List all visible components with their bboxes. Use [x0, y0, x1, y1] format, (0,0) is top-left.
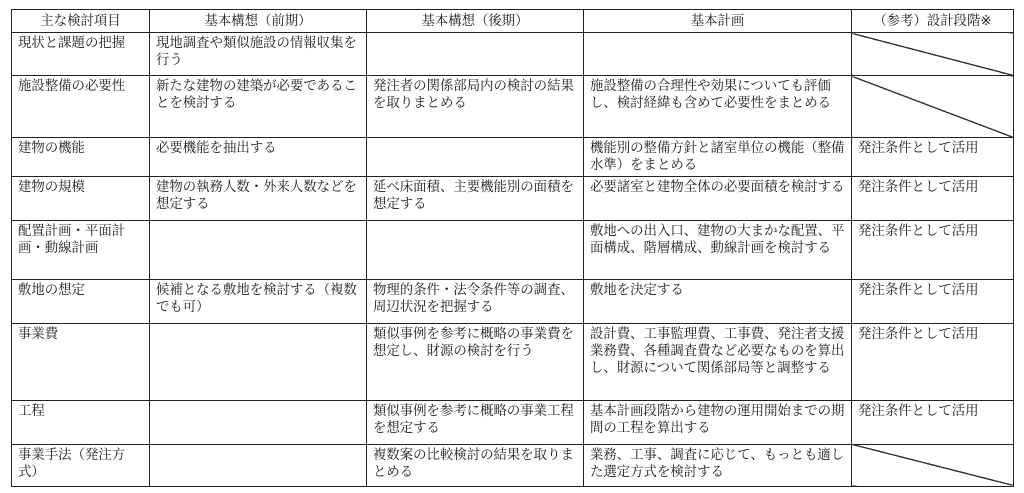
header-design-stage: （参考）設計段階※: [852, 10, 1014, 33]
cell-design: 発注条件として活用: [852, 220, 1014, 280]
cell-early: 現地調査や類似施設の情報収集を行う: [150, 33, 367, 76]
cell-design: 発注条件として活用: [852, 177, 1014, 220]
cell-item: 建物の規模: [12, 177, 150, 220]
cell-late: [367, 137, 584, 176]
cell-design: 発注条件として活用: [852, 323, 1014, 401]
cell-plan: 機能別の整備方針と諸室単位の機能（整備水準）をまとめる: [584, 137, 852, 176]
cell-early: [150, 401, 367, 444]
table-row: [12, 323, 1014, 401]
cell-item: 工程: [12, 401, 150, 444]
cell-early: [150, 220, 367, 280]
planning-stage-table: [11, 9, 1014, 487]
cell-item: 事業手法（発注方式）: [12, 444, 150, 486]
cell-plan: 敷地を決定する: [584, 280, 852, 323]
cell-late: [367, 33, 584, 76]
cell-design: 発注条件として活用: [852, 401, 1014, 444]
cell-plan: 業務、工事、調査に応じて、もっとも適した選定方式を検討する: [584, 444, 852, 486]
header-concept-early: 基本構想（前期）: [150, 10, 367, 33]
cell-item: 敷地の想定: [12, 280, 150, 323]
cell-late: 物理的条件・法令条件等の調査、周辺状況を把握する: [367, 280, 584, 323]
header-basic-plan: 基本計画: [584, 10, 852, 33]
cell-design: 発注条件として活用: [852, 137, 1014, 176]
table-row: [12, 401, 1014, 444]
cell-item: 建物の機能: [12, 137, 150, 176]
cell-plan: 設計費、工事監理費、工事費、発注者支援業務費、各種調査費など必要なものを算出し、財源について関係部局等と調整する: [584, 323, 852, 401]
cell-design: 発注条件として活用: [852, 280, 1014, 323]
cell-item: 施設整備の必要性: [12, 76, 150, 138]
table-row: [12, 444, 1014, 486]
table-row: [12, 33, 1014, 76]
header-row: [12, 10, 1014, 33]
cell-early: 必要機能を抽出する: [150, 137, 367, 176]
table-row: [12, 76, 1014, 138]
table-row: [12, 137, 1014, 176]
header-concept-late: 基本構想（後期）: [367, 10, 584, 33]
cell-item: 現状と課題の把握: [12, 33, 150, 76]
cell-plan: 基本計画段階から建物の運用開始までの期間の工程を算出する: [584, 401, 852, 444]
cell-design-not-applicable: [852, 33, 1014, 76]
cell-late: [367, 220, 584, 280]
table-row: [12, 280, 1014, 323]
cell-plan: 敷地への出入口、建物の大まかな配置、平面構成、階層構成、動線計画を検討する: [584, 220, 852, 280]
cell-item: 配置計画・平面計画・動線計画: [12, 220, 150, 280]
cell-plan: 必要諸室と建物全体の必要面積を検討する: [584, 177, 852, 220]
cell-plan: 施設整備の合理性や効果についても評価し、検討経緯も含めて必要性をまとめる: [584, 76, 852, 138]
cell-plan: [584, 33, 852, 76]
cell-early: 候補となる敷地を検討する（複数でも可）: [150, 280, 367, 323]
cell-late: 類似事例を参考に概略の事業工程を想定する: [367, 401, 584, 444]
cell-early: 建物の執務人数・外来人数などを想定する: [150, 177, 367, 220]
table-row: [12, 177, 1014, 220]
cell-design-not-applicable: [852, 444, 1014, 486]
table-row: [12, 220, 1014, 280]
cell-late: 発注者の関係部局内の検討の結果を取りまとめる: [367, 76, 584, 138]
cell-early: 新たな建物の建築が必要であることを検討する: [150, 76, 367, 138]
cell-design-not-applicable: [852, 76, 1014, 138]
cell-late: 複数案の比較検討の結果を取りまとめる: [367, 444, 584, 486]
cell-late: 類似事例を参考に概略の事業費を想定し、財源の検討を行う: [367, 323, 584, 401]
header-item: 主な検討項目: [12, 10, 150, 33]
cell-early: [150, 444, 367, 486]
cell-item: 事業費: [12, 323, 150, 401]
cell-late: 延べ床面積、主要機能別の面積を想定する: [367, 177, 584, 220]
cell-early: [150, 323, 367, 401]
